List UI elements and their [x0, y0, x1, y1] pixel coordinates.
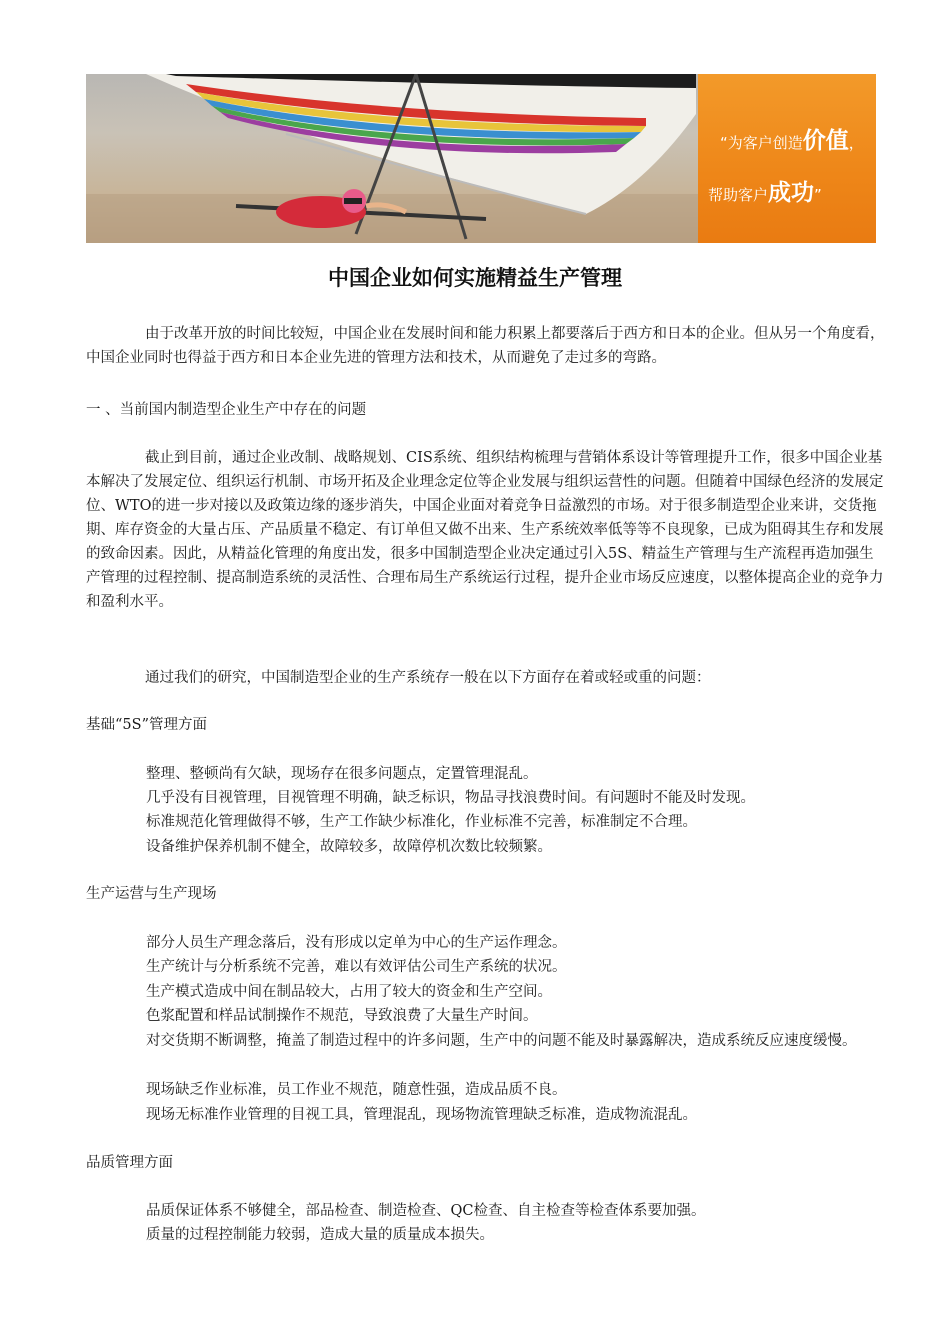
research-paragraph: 通过我们的研究，中国制造型企业的生产系统存一般在以下方面存在着或轻或重的问题： [145, 670, 711, 686]
heading-operations: 生产运营与生产现场 [86, 886, 217, 902]
list-item: 整理、整顿尚有欠缺，现场存在很多问题点，定置管理混乱。 [146, 766, 538, 782]
list-item: 色浆配置和样品试制操作不规范，导致浪费了大量生产时间。 [146, 1008, 538, 1024]
list-item: 品质保证体系不够健全，部品检查、制造检查、QC检查、自主检查等检查体系要加强。 [146, 1203, 706, 1219]
slogan-panel [698, 74, 876, 243]
slogan-line-2: 帮助客户成功” [708, 180, 822, 206]
slogan-line-1: “为客户创造价值， [720, 128, 864, 154]
heading-quality: 品质管理方面 [86, 1155, 173, 1171]
list-item: 生产模式造成中间在制品较大，占用了较大的资金和生产空间。 [146, 984, 552, 1000]
hang-glider-photo [86, 74, 698, 243]
heading-5s: 基础“5S”管理方面 [86, 717, 207, 733]
header-banner [86, 74, 876, 243]
list-item: 部分人员生产理念落后，没有形成以定单为中心的生产运作理念。 [146, 935, 567, 951]
section-1-paragraph: 截止到目前，通过企业改制、战略规划、CIS系统、组织结构梳理与营销体系设计等管理提升工作，很多中国企业基本解决了发展定位、组织运行机制、市场开拓及企业理念定位等企业发展与组织运营性的问题。但随着中国绿色经济的发展定位、WTO的进一步对接以及政策边缘的逐步消失，中国企业面对着竞争日益激烈的市场。对于很多制造型企业来讲，交货拖期、库存资金的大量占压、产品质量不稳定、有订单但又做不出来、生产系统效率低等等不良现象，已成为阻碍其生存和发展的致命因素。因此，从精益化管理的角度出发，很多中国制造型企业决定通过引入5S、精益生产管理与生产流程再造加强生产管理的过程控制、提高制造系统的灵活性、合理布局生产系统运行过程，提升企业市场反应速度，以整体提高企业的竞争力和盈利水平。 [86, 450, 884, 610]
list-item: 几乎没有目视管理，目视管理不明确，缺乏标识，物品寻找浪费时间。有问题时不能及时发现。 [146, 790, 755, 806]
hang-glider-illustration [86, 74, 698, 243]
list-item: 设备维护保养机制不健全，故障较多，故障停机次数比较频繁。 [146, 839, 552, 855]
list-item: 标准规范化管理做得不够，生产工作缺少标准化，作业标准不完善，标准制定不合理。 [146, 814, 697, 830]
list-item: 生产统计与分析系统不完善，难以有效评估公司生产系统的状况。 [146, 959, 567, 975]
list-item: 质量的过程控制能力较弱，造成大量的质量成本损失。 [146, 1227, 494, 1243]
section-heading-1: 一 、当前国内制造型企业生产中存在的问题 [86, 402, 367, 418]
intro-paragraph: 由于改革开放的时间比较短，中国企业在发展时间和能力积累上都要落后于西方和日本的企业。但从另一个角度看，中国企业同时也得益于西方和日本企业先进的管理方法和技术，从而避免了走过多的弯路。 [86, 326, 885, 366]
list-item: 对交货期不断调整，掩盖了制造过程中的许多问题，生产中的问题不能及时暴露解决，造成系统反应速度缓慢。 [146, 1033, 857, 1049]
list-item: 现场无标准作业管理的目视工具，管理混乱，现场物流管理缺乏标准，造成物流混乱。 [146, 1107, 697, 1123]
list-item: 现场缺乏作业标准，员工作业不规范，随意性强，造成品质不良。 [146, 1082, 567, 1098]
document-title: 中国企业如何实施精益生产管理 [328, 266, 622, 290]
